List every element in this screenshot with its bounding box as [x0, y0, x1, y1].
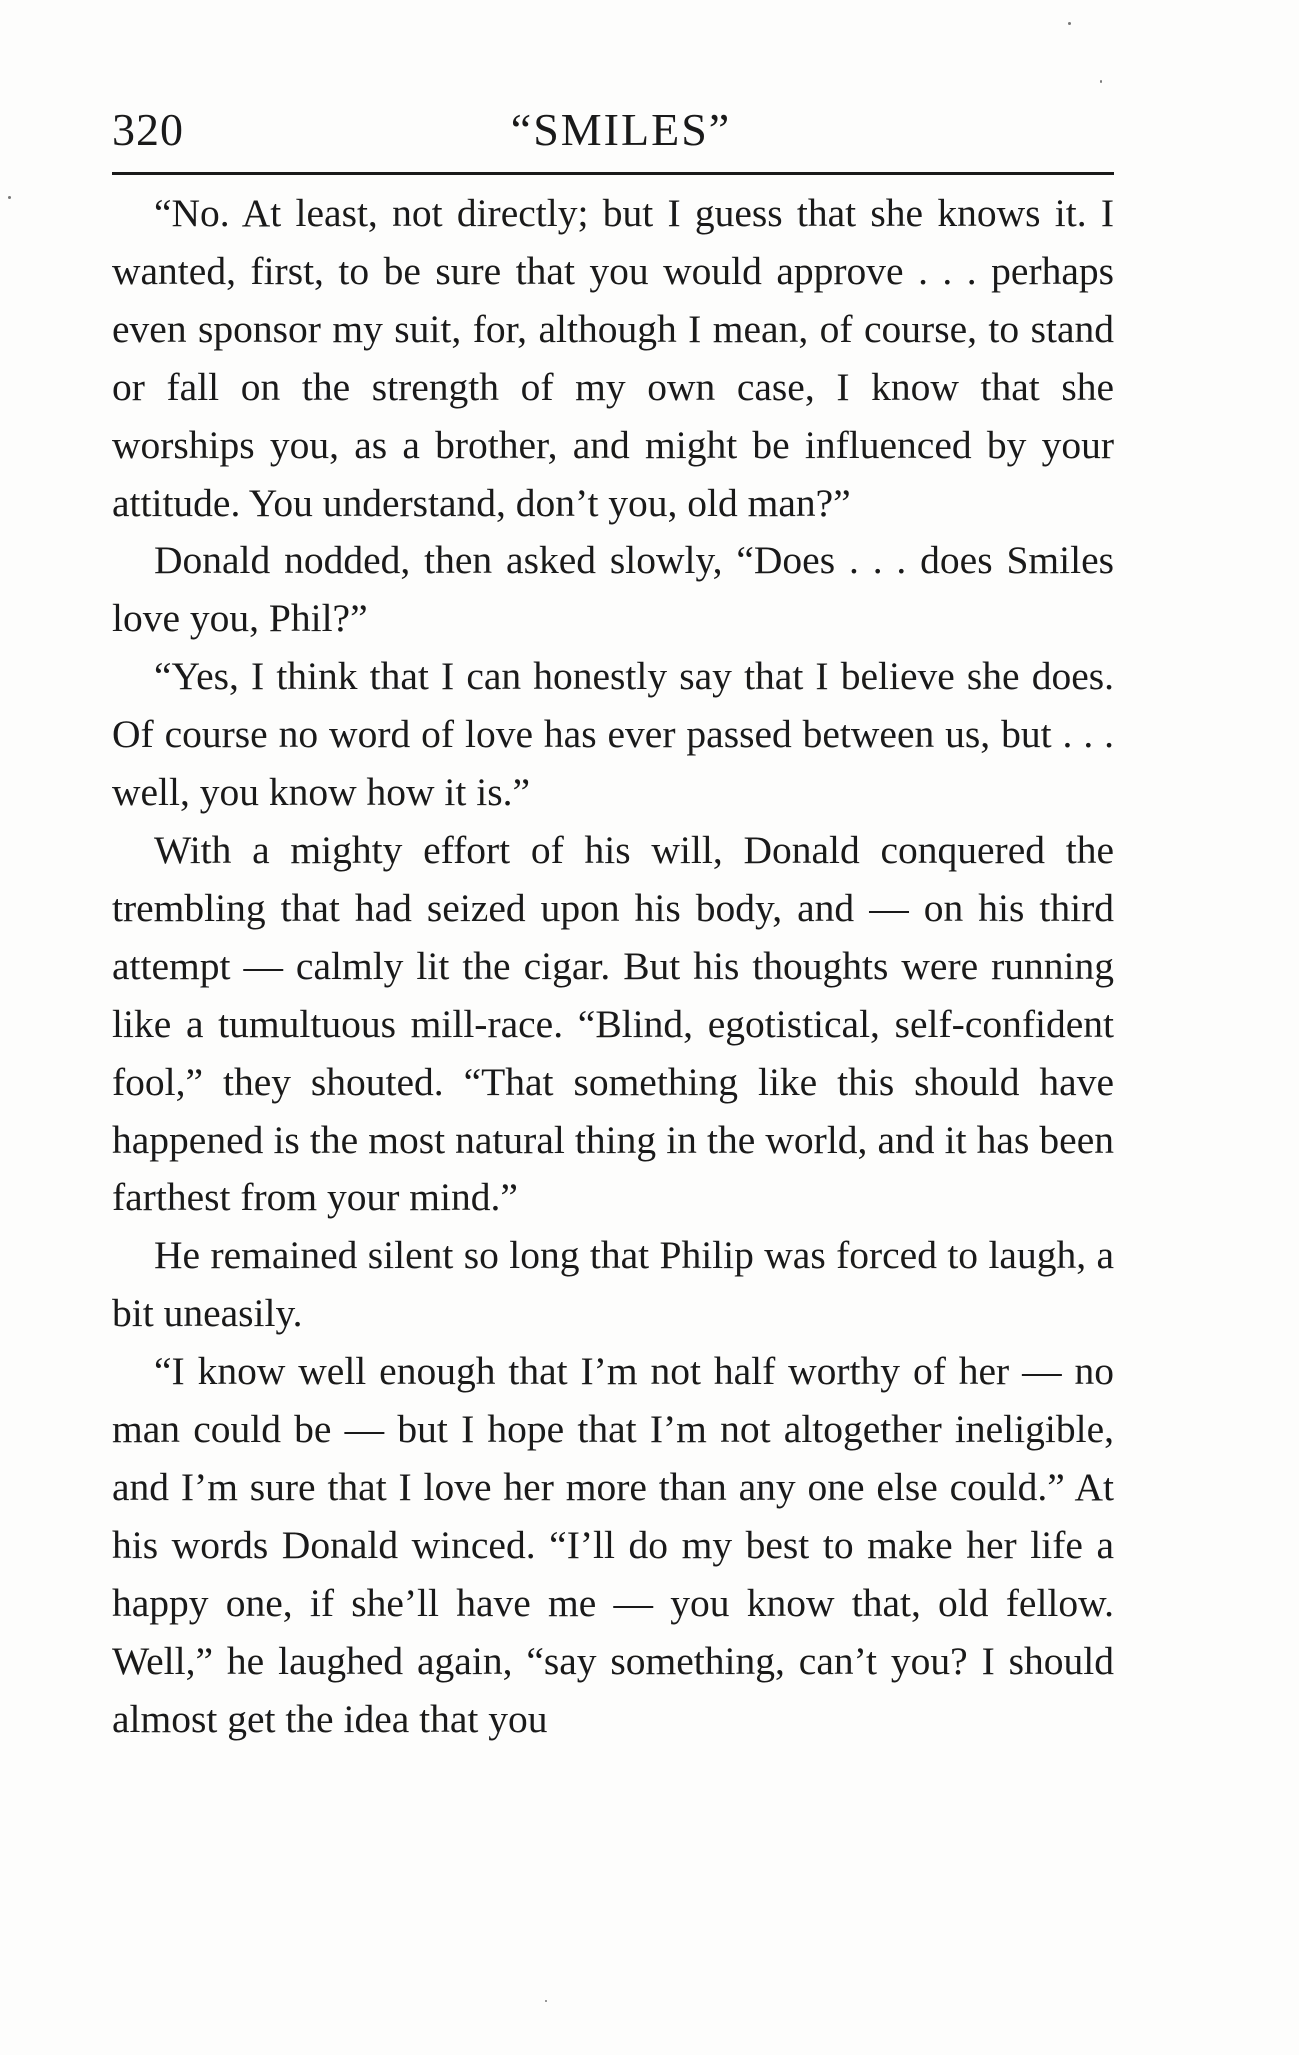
scan-speck — [1068, 22, 1071, 25]
scan-speck — [1100, 80, 1102, 83]
page-number: 320 — [112, 104, 184, 155]
page-header — [112, 100, 1112, 170]
paragraph: Donald nodded, then asked slowly, “Does . . . does Smiles love you, Phil?” — [112, 538, 1114, 641]
paragraph: “No. At least, not directly; but I guess that she knows it. I wanted, first, to be sure that you would approve . . . perhaps even sponsor my suit, for, although I mean, of course, to stand or fall on the strength of my own case, I know that she worships you, as a brother, and might be influenced by your attitude. You understand, don’t you, old man?” — [112, 191, 1114, 525]
paragraph: “I know well enough that I’m not half worthy of her — no man could be — but I hope that I’m not altogether ineligible, and I’m sure that I love her more than any one else could.” At his words Donald winced. “I’ll do my best to make her life a happy one, if she’ll have me — you know that, old fellow. Well,” he laughed again, “say something, can’t you? I should almost get the idea that you — [112, 1349, 1114, 1741]
scan-speck — [545, 2000, 547, 2002]
header-rule — [112, 172, 1114, 175]
paragraph: “Yes, I think that I can honestly say that I believe she does. Of course no word of love has ever passed between us, but . . . well, you know how it is.” — [112, 654, 1114, 815]
running-title: “SMILES” — [510, 104, 732, 155]
body-text — [112, 185, 1114, 1748]
paragraph: With a mighty effort of his will, Donald conquered the trembling that had seized upon his body, and — on his third attempt — calmly lit the cigar. But his thoughts were running like a tumultuous mill-race. “Blind, egotistical, self-confident fool,” they shouted. “That something like this should have happened is the most natural thing in the world, and it has been farthest from your mind.” — [112, 827, 1114, 1220]
scan-speck — [8, 196, 11, 199]
paragraph: He remained silent so long that Philip was forced to laugh, a bit uneasily. — [112, 1233, 1114, 1336]
